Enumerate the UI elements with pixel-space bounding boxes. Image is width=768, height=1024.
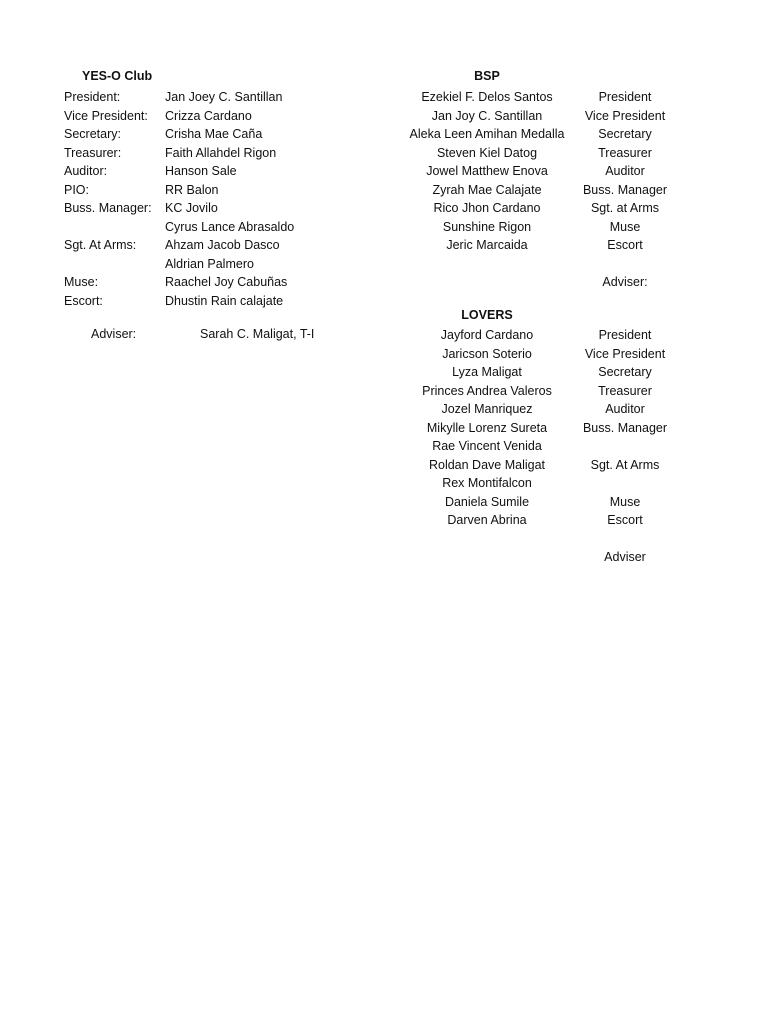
position-label: Sgt. at Arms bbox=[590, 201, 660, 215]
yeso-officer-row bbox=[64, 292, 384, 311]
position-label: President: bbox=[64, 90, 121, 104]
yeso-club-title: YES-O Club bbox=[82, 69, 153, 83]
position-label: Auditor: bbox=[64, 164, 108, 178]
yeso-officer-row bbox=[64, 273, 384, 292]
officer-name: Rico Jhon Cardano bbox=[433, 201, 541, 215]
position-label: Buss. Manager bbox=[582, 182, 668, 197]
position-label: Secretary bbox=[598, 365, 652, 379]
lovers-officer-list bbox=[400, 326, 700, 567]
officer-name: Hanson Sale bbox=[165, 164, 237, 178]
lovers-officer-row bbox=[400, 548, 700, 567]
position-label: Sgt. At Arms bbox=[590, 457, 660, 472]
officer-name: Dhustin Rain calajate bbox=[165, 293, 284, 308]
bsp-officer-row bbox=[400, 125, 700, 144]
yeso-officer-row bbox=[64, 199, 384, 218]
officer-name: Crizza Cardano bbox=[165, 108, 252, 123]
position-label: Escort bbox=[607, 238, 643, 252]
position-label: Treasurer: bbox=[64, 145, 122, 160]
officer-name: KC Jovilo bbox=[165, 201, 218, 215]
yeso-officer-row bbox=[64, 255, 384, 274]
bsp-officer-list bbox=[400, 88, 700, 292]
adviser-name: Sarah C. Maligat, T-I bbox=[200, 327, 315, 341]
position-label: Buss. Manager bbox=[582, 420, 668, 435]
position-label: Vice President bbox=[584, 108, 666, 123]
position-label: Muse: bbox=[64, 275, 99, 289]
lovers-officer-row bbox=[400, 382, 700, 401]
position-label: Secretary: bbox=[64, 127, 121, 141]
officer-name: Steven Kiel Datog bbox=[436, 145, 538, 160]
lovers-officer-row bbox=[400, 326, 700, 345]
officer-name: Rex Montifalcon bbox=[442, 476, 532, 490]
bsp-officer-row bbox=[400, 162, 700, 181]
officer-name: Ezekiel F. Delos Santos bbox=[421, 90, 553, 104]
lovers-title: LOVERS bbox=[461, 308, 513, 322]
yeso-officer-row bbox=[64, 125, 384, 144]
bsp-officer-row bbox=[400, 181, 700, 200]
officer-name: Cyrus Lance Abrasaldo bbox=[165, 219, 295, 234]
position-label: Muse bbox=[609, 494, 641, 509]
officer-name: Jan Joey C. Santillan bbox=[165, 90, 283, 104]
position-label: Auditor bbox=[605, 164, 645, 178]
lovers-officer-row bbox=[400, 363, 700, 382]
bsp-officer-row bbox=[400, 88, 700, 107]
position-label: Auditor bbox=[605, 402, 645, 416]
officer-name: Ahzam Jacob Dasco bbox=[165, 238, 280, 252]
adviser-label: Adviser: bbox=[602, 275, 648, 289]
position-label: Escort: bbox=[64, 293, 103, 308]
bsp-officer-row bbox=[400, 144, 700, 163]
lovers-officer-row bbox=[400, 511, 700, 530]
bsp-officer-row bbox=[400, 255, 700, 274]
yeso-officer-row bbox=[64, 181, 384, 200]
lovers-officer-row bbox=[400, 437, 700, 456]
position-label: Sgt. At Arms: bbox=[64, 238, 137, 252]
lovers-officer-row bbox=[400, 493, 700, 512]
officer-name: Aleka Leen Amihan Medalla bbox=[409, 127, 565, 141]
officer-name: Faith Allahdel Rigon bbox=[165, 145, 277, 160]
lovers-officer-row bbox=[400, 345, 700, 364]
bsp-officer-row bbox=[400, 218, 700, 237]
yeso-officer-row bbox=[64, 144, 384, 163]
lovers-officer-row bbox=[400, 456, 700, 475]
bsp-title: BSP bbox=[474, 69, 500, 83]
officer-name: Princes Andrea Valeros bbox=[422, 383, 552, 398]
lovers-officer-row bbox=[400, 400, 700, 419]
position-label: Vice President: bbox=[64, 108, 148, 123]
position-label: President bbox=[598, 328, 652, 342]
position-label: Vice President bbox=[584, 346, 666, 361]
officer-name: Jaricson Soterio bbox=[442, 346, 532, 361]
position-label: Secretary bbox=[598, 127, 652, 141]
yeso-officer-row bbox=[64, 88, 384, 107]
officer-name: Jeric Marcaida bbox=[446, 238, 528, 252]
bsp-officer-row bbox=[400, 236, 700, 255]
lovers-officer-row bbox=[400, 474, 700, 493]
officer-name: Zyrah Mae Calajate bbox=[432, 182, 542, 197]
officer-name: Darven Abrina bbox=[447, 513, 527, 527]
officer-name: Jayford Cardano bbox=[440, 328, 534, 342]
bsp-officer-row bbox=[400, 199, 700, 218]
position-label: Escort bbox=[607, 513, 643, 527]
officer-name: Rae Vincent Venida bbox=[432, 439, 542, 453]
yeso-officer-row bbox=[64, 162, 384, 181]
officer-name: Daniela Sumile bbox=[444, 494, 530, 509]
officer-name: RR Balon bbox=[165, 182, 219, 197]
officer-name: Roldan Dave Maligat bbox=[428, 457, 546, 472]
officer-name: Raachel Joy Cabuñas bbox=[165, 275, 288, 289]
position-label: Muse bbox=[609, 219, 641, 234]
adviser-label: Adviser bbox=[604, 550, 646, 564]
position-label: Treasurer bbox=[598, 383, 652, 398]
officer-name: Sunshine Rigon bbox=[442, 219, 532, 234]
yeso-officer-row bbox=[64, 107, 384, 126]
bsp-officer-row bbox=[400, 107, 700, 126]
officer-name: Mikylle Lorenz Sureta bbox=[426, 420, 548, 435]
position-label: Buss. Manager: bbox=[64, 201, 152, 215]
position-label: President bbox=[598, 90, 652, 104]
officer-name: Aldrian Palmero bbox=[165, 256, 254, 271]
position-label: PIO: bbox=[64, 182, 90, 197]
lovers-officer-row bbox=[400, 530, 700, 549]
officer-name: Jowel Matthew Enova bbox=[426, 164, 548, 178]
bsp-officer-row bbox=[400, 273, 700, 292]
officer-name: Jozel Manriquez bbox=[441, 402, 533, 416]
officer-name: Jan Joy C. Santillan bbox=[431, 108, 543, 123]
lovers-officer-row bbox=[400, 419, 700, 438]
officer-name: Crisha Mae Caña bbox=[165, 127, 263, 141]
position-label: Treasurer bbox=[598, 145, 652, 160]
adviser-label: Adviser: bbox=[91, 327, 137, 341]
yeso-officer-list bbox=[64, 88, 384, 310]
officer-name: Lyza Maligat bbox=[452, 365, 522, 379]
yeso-officer-row bbox=[64, 236, 384, 255]
yeso-officer-row bbox=[64, 218, 384, 237]
